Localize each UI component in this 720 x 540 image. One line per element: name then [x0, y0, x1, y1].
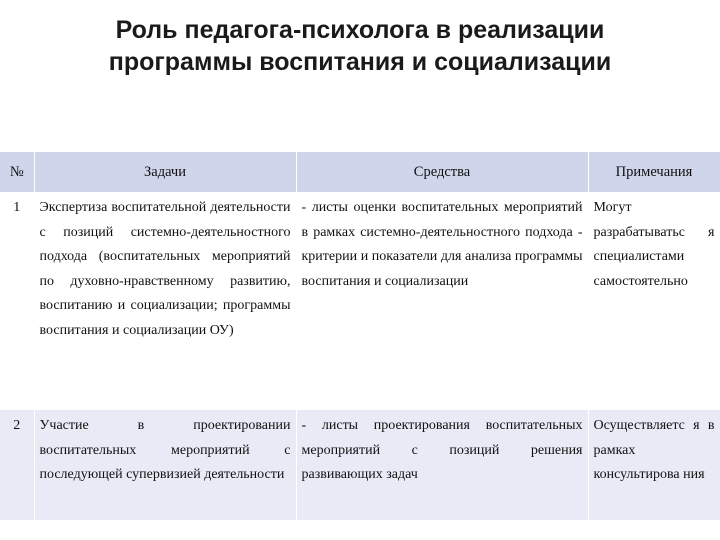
row-means: - листы оценки воспитательных мероприятий в рамках системно-деятельностного подхода - критерии и показатели для анализа программы воспитания и социализации — [296, 192, 588, 410]
header-notes: Примечания — [588, 152, 720, 192]
row-notes: Осуществляетс я в рамках консультирова ния — [588, 410, 720, 520]
slide-title — [0, 14, 720, 78]
header-tasks: Задачи — [34, 152, 296, 192]
header-means: Средства — [296, 152, 588, 192]
row-tasks: Экспертиза воспитательной деятельности с позиций системно-деятельностного подхода (воспитательных мероприятий по духовно-нравственному развитию, воспитанию и социализации; программы воспитания и социализации ОУ) — [34, 192, 296, 410]
row-notes: Могут разрабатыватьс я специалистами самостоятельно — [588, 192, 720, 410]
roles-table — [0, 152, 720, 520]
row-means: - листы проектирования воспитательных мероприятий с позиций решения развивающих задач — [296, 410, 588, 520]
table-row — [0, 410, 720, 520]
row-tasks: Участие в проектировании воспитательных мероприятий с последующей супервизией деятельности — [34, 410, 296, 520]
table-header-row — [0, 152, 720, 192]
table-row — [0, 192, 720, 410]
row-number: 1 — [0, 192, 34, 410]
title-line-1: Роль педагога-психолога в реализации — [115, 16, 605, 44]
header-number: № — [0, 152, 34, 192]
row-number: 2 — [0, 410, 34, 520]
title-line-2: программы воспитания и социализации — [108, 48, 612, 76]
